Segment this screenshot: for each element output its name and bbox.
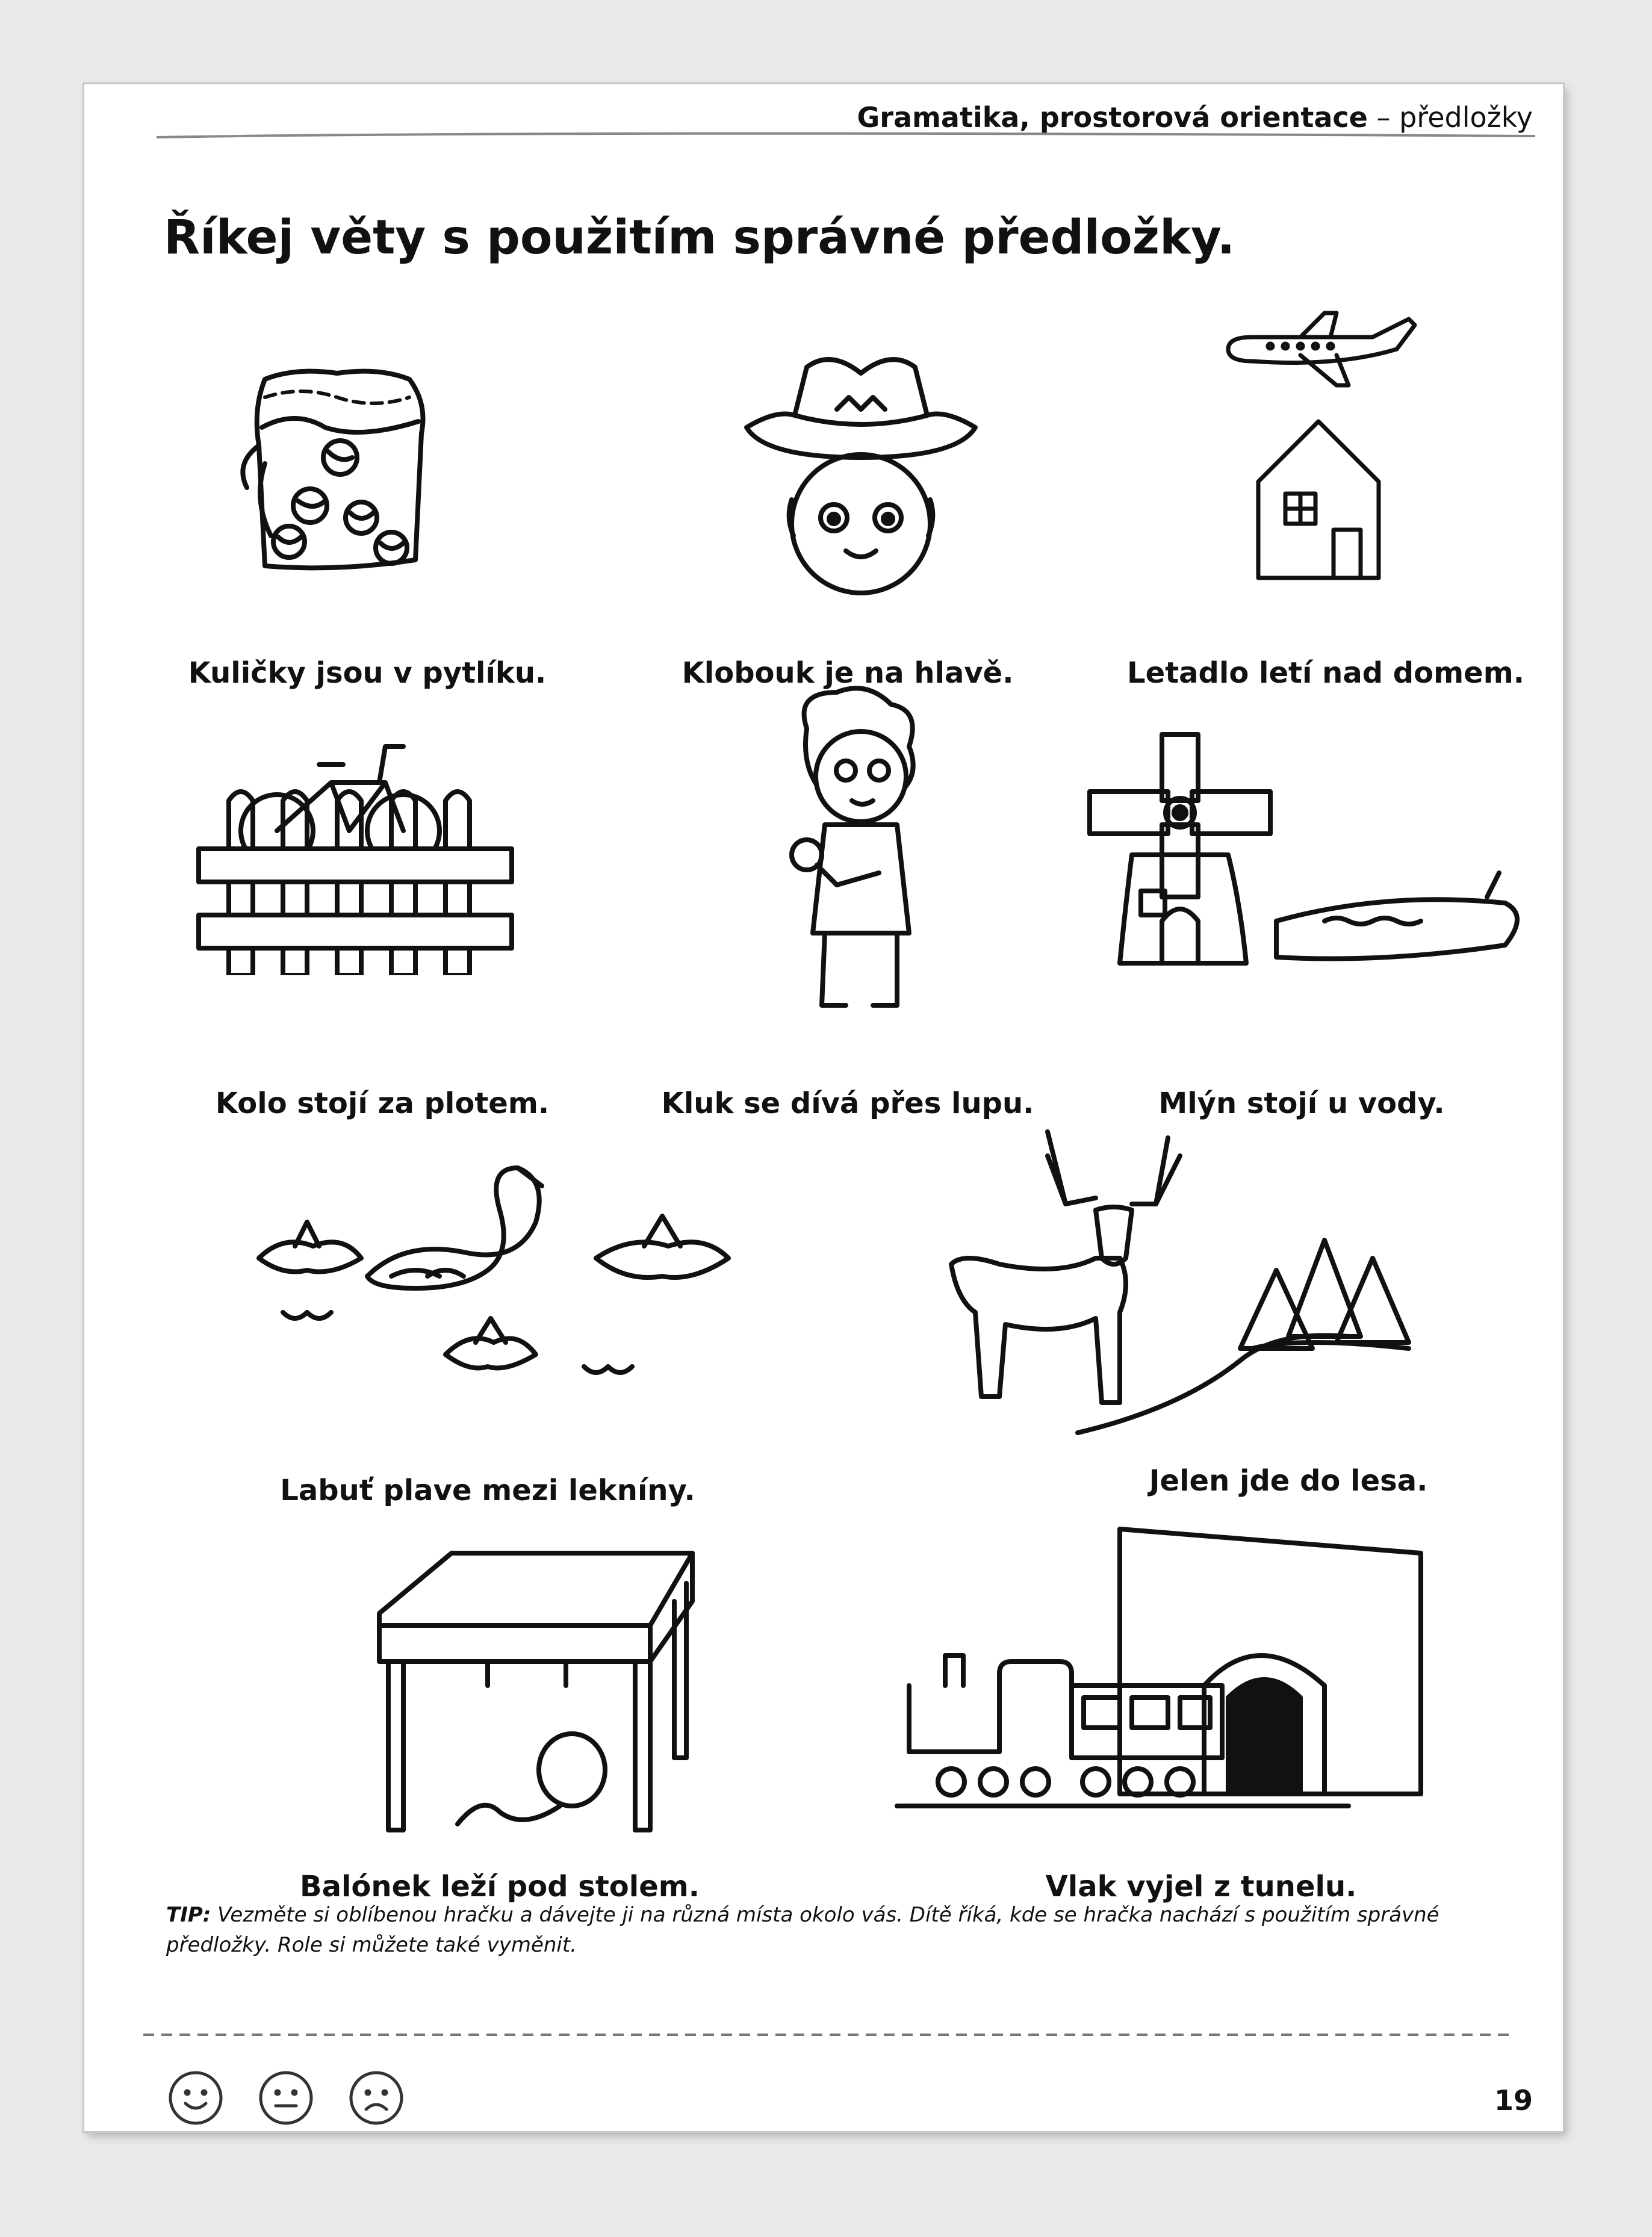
header-topic-bold: Gramatika, prostorová orientace	[857, 101, 1368, 134]
bike-behind-fence-icon	[187, 710, 524, 975]
tip-label: TIP:	[166, 1903, 211, 1927]
smiley-happy-icon[interactable]	[167, 2070, 224, 2126]
windmill-by-water-icon	[1084, 722, 1529, 1011]
balloon-under-table-icon	[367, 1541, 704, 1866]
page-number: 19	[1494, 2084, 1533, 2117]
exercise-caption: Kluk se dívá přes lupu.	[661, 1087, 1034, 1120]
exercise-caption: Kolo stojí za plotem.	[215, 1087, 550, 1120]
smiley-neutral-icon[interactable]	[258, 2070, 314, 2126]
exercise-caption: Jelen jde do lesa.	[1149, 1464, 1428, 1498]
swan-between-lilies-icon	[247, 1132, 801, 1421]
exercise-caption: Kuličky jsou v pytlíku.	[188, 656, 547, 690]
hat-on-head-icon	[728, 337, 993, 602]
tip-note	[166, 1900, 1521, 1960]
footer-divider	[143, 2032, 1516, 2037]
header-topic	[857, 101, 1533, 134]
tip-text: Vezměte si oblíbenou hračku a dávejte ji na různá místa okolo vás. Dítě říká, kde se hračka nachází s použitím správné předložky. Role si můžete také vyměnit.	[166, 1903, 1439, 1957]
train-from-tunnel-icon	[891, 1517, 1445, 1842]
page-title: Říkej věty s použitím správné předložky.	[164, 211, 1235, 265]
deer-to-forest-icon	[939, 1120, 1421, 1457]
header-topic-rest: – předložky	[1367, 101, 1533, 134]
boy-with-magnifier-icon	[734, 680, 987, 1023]
plane-over-house-icon	[1216, 301, 1433, 602]
header-rule	[84, 131, 1563, 143]
exercise-caption: Balónek leží pod stolem.	[299, 1870, 700, 1903]
marbles-in-bag-icon	[217, 343, 470, 596]
exercise-caption: Mlýn stojí u vody.	[1158, 1087, 1445, 1120]
exercise-caption: Klobouk je na hlavě.	[682, 656, 1014, 690]
exercise-caption: Labuť plave mezi lekníny.	[280, 1474, 695, 1507]
exercise-caption: Vlak vyjel z tunelu.	[1045, 1870, 1357, 1903]
exercise-caption: Letadlo letí nad domem.	[1127, 656, 1524, 690]
worksheet-page	[84, 84, 1563, 2131]
smiley-sad-icon[interactable]	[348, 2070, 405, 2126]
